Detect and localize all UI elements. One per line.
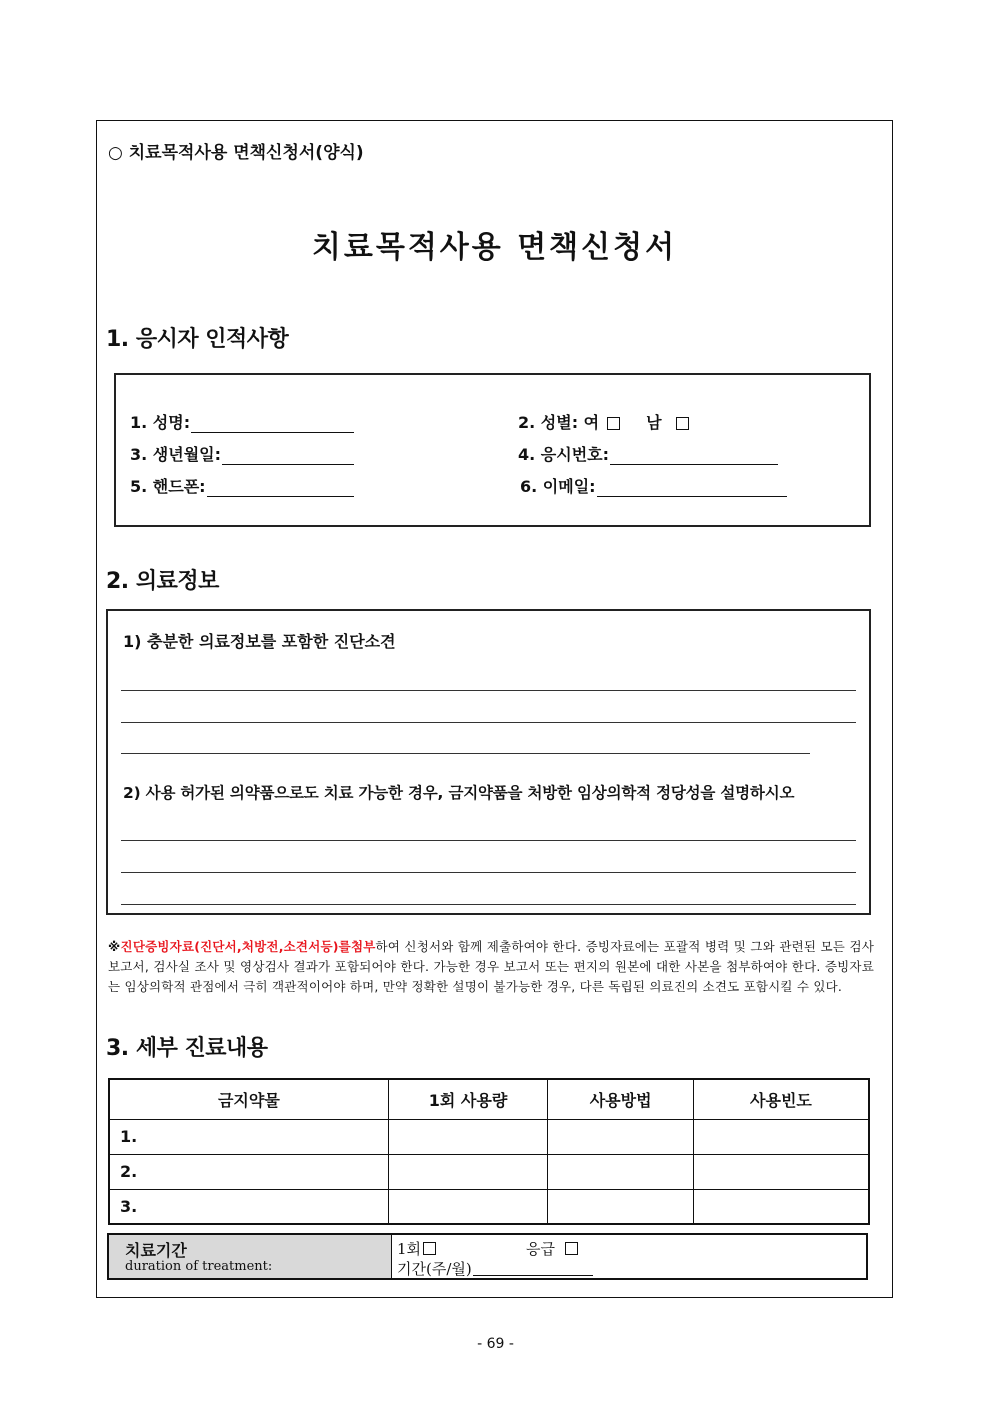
birth-label: 3. 생년월일: [130, 445, 222, 464]
male-label: 남 [646, 413, 662, 432]
q2-answer-line-3[interactable] [121, 904, 856, 905]
exam-no-label: 4. 응시번호: [518, 445, 610, 464]
q1-answer-line-3[interactable] [121, 753, 810, 754]
form-title: 치료목적사용 면책신청서 [311, 230, 678, 265]
q1-answer-line-1[interactable] [121, 690, 856, 691]
note-mark: ※ [108, 939, 121, 954]
dose-cell[interactable] [388, 1119, 548, 1154]
name-field[interactable] [130, 410, 354, 433]
table-row [109, 1189, 869, 1224]
note-text: 하여 신청서와 함께 제출하여야 한다. 증빙자료에는 포괄적 병력 및 그와 관련된 모든 검사보고서, 검사실 조사 및 영상검사 결과가 포함되어야 한다. 가능한 경우 보고서 또는 편지의 원본에 대한 사본을 첨부하여야 한다. 증빙자료는 임상의학적 관점에서 극히 객관적이어야 하며, 만약 정확한 설명이 불가능한 경우, 다른 독립된 의료진의 소견도 포함시킬 수 있다. [108, 939, 874, 994]
dose-cell[interactable] [388, 1189, 548, 1224]
duration-label-cell [109, 1235, 392, 1278]
table-row [109, 1154, 869, 1189]
page-number: - 69 - [477, 1336, 514, 1352]
col-header-method: 사용방법 [548, 1079, 694, 1119]
q2-answer-line-1[interactable] [121, 840, 856, 841]
q1-answer-line-2[interactable] [121, 722, 856, 723]
row-number[interactable]: 1. [109, 1119, 388, 1154]
name-input-line[interactable] [191, 414, 354, 433]
email-label: 6. 이메일: [520, 477, 596, 496]
once-option [397, 1238, 436, 1259]
period-input-line[interactable] [473, 1261, 593, 1276]
medical-info-box [106, 609, 871, 915]
male-checkbox[interactable] [676, 417, 689, 430]
once-checkbox[interactable] [423, 1242, 436, 1255]
section3-heading: 3. 세부 진료내용 [106, 1036, 268, 1061]
section2-heading: 2. 의료정보 [106, 569, 219, 594]
col-header-frequency: 사용빈도 [693, 1079, 869, 1119]
birth-field[interactable] [130, 442, 354, 465]
phone-input-line[interactable] [207, 478, 354, 497]
method-cell[interactable] [548, 1119, 694, 1154]
treatment-detail-table [108, 1078, 870, 1225]
attachment-note [108, 937, 874, 997]
duration-label-ko: 치료기간 [125, 1241, 187, 1260]
phone-label: 5. 핸드폰: [130, 477, 206, 496]
row-number[interactable]: 2. [109, 1154, 388, 1189]
method-cell[interactable] [548, 1189, 694, 1224]
once-label: 1회 [397, 1240, 422, 1258]
question-2: 2) 사용 허가된 의약품으로도 치료 가능한 경우, 금지약품을 처방한 임상의학적 정당성을 설명하시오 [123, 784, 795, 802]
question-1: 1) 충분한 의료정보를 포함한 진단소견 [123, 632, 396, 651]
female-checkbox[interactable] [607, 417, 620, 430]
q2-answer-line-2[interactable] [121, 872, 856, 873]
row-number[interactable]: 3. [109, 1189, 388, 1224]
exam-no-input-line[interactable] [610, 446, 778, 465]
treatment-duration-box [107, 1233, 868, 1280]
name-label: 1. 성명: [130, 413, 191, 432]
frequency-cell[interactable] [693, 1154, 869, 1189]
dose-cell[interactable] [388, 1154, 548, 1189]
period-label: 기간(주/월) [397, 1260, 472, 1278]
section1-heading: 1. 응시자 인적사항 [106, 327, 289, 352]
gender-label: 2. 성별: 여 [518, 413, 600, 432]
exam-no-field[interactable] [518, 442, 778, 465]
duration-label-en: duration of treatment: [125, 1259, 273, 1274]
frequency-cell[interactable] [693, 1119, 869, 1154]
birth-input-line[interactable] [222, 446, 354, 465]
col-header-dose: 1회 사용량 [388, 1079, 548, 1119]
emergency-label: 응급 [526, 1240, 555, 1258]
emergency-checkbox[interactable] [565, 1242, 578, 1255]
col-header-drug: 금지약물 [109, 1079, 388, 1119]
email-field[interactable] [520, 474, 787, 497]
email-input-line[interactable] [597, 478, 787, 497]
period-field[interactable] [397, 1258, 593, 1279]
table-row [109, 1119, 869, 1154]
note-highlight: 진단증빙자료(진단서,처방전,소견서등)를첨부 [120, 939, 376, 954]
gender-field [518, 410, 689, 433]
frequency-cell[interactable] [693, 1189, 869, 1224]
method-cell[interactable] [548, 1154, 694, 1189]
form-subtitle: ○ 치료목적사용 면책신청서(양식) [108, 143, 364, 163]
table-header-row [109, 1079, 869, 1119]
emergency-option [526, 1238, 578, 1259]
phone-field[interactable] [130, 474, 354, 497]
